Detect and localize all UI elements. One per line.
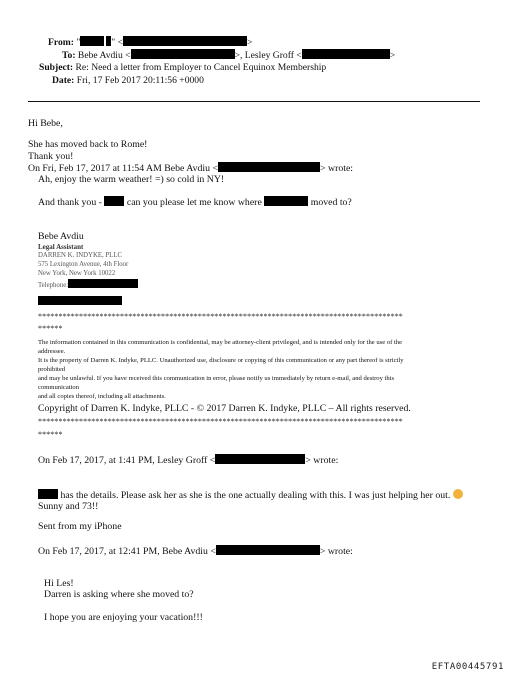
star-divider: ***************************************************************************************** — [38, 417, 403, 426]
quoted-line: Ah, enjoy the warm weather! =) so cold in NY! — [38, 174, 225, 185]
quoted-line: Hi Les! — [44, 578, 74, 589]
greeting: Hi Bebe, — [28, 118, 63, 129]
to-line: To: Bebe Avdiu < >, Lesley Groff < > — [62, 50, 396, 61]
sent-from-line: Sent from my iPhone — [38, 521, 122, 532]
copyright-line: Copyright of Darren K. Indyke, PLLC - © 2017 Darren K. Indyke, PLLC – All rights reserved. — [38, 403, 411, 414]
quote-header-1: On Fri, Feb 17, 2017 at 11:54 AM Bebe Avdiu < > wrote: — [28, 163, 354, 174]
subject-line — [39, 62, 326, 73]
from-label: From: — [48, 37, 74, 48]
redaction — [216, 545, 320, 555]
header-divider — [28, 101, 480, 102]
redaction — [38, 296, 122, 305]
from-line: From: " " < > — [48, 37, 253, 48]
signature-address: New York, New York 10022 — [38, 270, 116, 277]
redaction — [123, 36, 247, 46]
date-line — [52, 75, 204, 86]
redaction — [68, 279, 138, 288]
subject-text: Re: Need a letter from Employer to Cancel Equinox Membership — [75, 62, 327, 73]
body-line: Thank you! — [28, 151, 74, 162]
signature-firm: DARREN K. INDYKE, PLLC — [38, 252, 123, 259]
date-text: Fri, 17 Feb 2017 20:11:56 +0000 — [76, 75, 204, 86]
signature-address: 575 Lexington Avenue, 4th Floor — [38, 261, 129, 268]
redaction — [80, 36, 104, 46]
quoted-line: And thank you - can you please let me know where moved to? — [38, 197, 352, 208]
redaction — [38, 489, 58, 499]
disclaimer-text: It is the property of Darren K. Indyke, PLLC. Unauthorized use, disclosure or copying of this communication or any part thereof is strictly — [38, 357, 404, 364]
subject-label: Subject: — [39, 62, 74, 73]
disclaimer-text: prohibited — [38, 366, 66, 373]
star-divider: ****** — [38, 324, 63, 333]
signature-telephone: Telephone: — [38, 279, 138, 291]
quoted-line: Darren is asking where she moved to? — [44, 589, 194, 600]
signature-title: Legal Assistant — [38, 243, 84, 251]
quoted-line: I hope you are enjoying your vacation!!! — [44, 612, 203, 623]
quote-header-3: On Feb 17, 2017, at 12:41 PM, Bebe Avdiu < > wrote: — [38, 546, 353, 557]
redaction — [215, 454, 305, 464]
document-id: EFTA00445791 — [431, 662, 504, 672]
quote-header-2: On Feb 17, 2017, at 1:41 PM, Lesley Groff < > wrote: — [38, 455, 339, 466]
disclaimer-text: addressee. — [38, 348, 66, 355]
redaction — [218, 162, 320, 172]
redaction — [104, 196, 124, 206]
quoted-line: Sunny and 73!! — [38, 501, 99, 512]
to-label: To: — [62, 50, 76, 61]
disclaimer-text: and all copies thereof, including all attachments. — [38, 393, 166, 400]
redaction — [131, 49, 235, 59]
star-divider: ***************************************************************************************** — [38, 312, 403, 321]
quoted-line: has the details. Please ask her as she is the one actually dealing with this. I was just helping her out. — [38, 489, 463, 501]
signature-extra — [38, 291, 122, 309]
disclaimer-text: The information contained in this communication is confidential, may be attorney-client privileged, and is intended only for the use of the — [38, 339, 403, 346]
redaction — [264, 196, 308, 206]
star-divider: ****** — [38, 430, 63, 439]
thumbs-up-icon — [453, 489, 463, 499]
body-line: She has moved back to Rome! — [28, 139, 148, 150]
disclaimer-text: communication — [38, 384, 80, 391]
signature-name: Bebe Avdiu — [38, 231, 84, 242]
date-label: Date: — [52, 75, 75, 86]
disclaimer-text: and may be unlawful. If you have received this communication in error, please notify us immediately by return e-mail, and destroy this — [38, 375, 395, 382]
redaction — [302, 49, 390, 59]
